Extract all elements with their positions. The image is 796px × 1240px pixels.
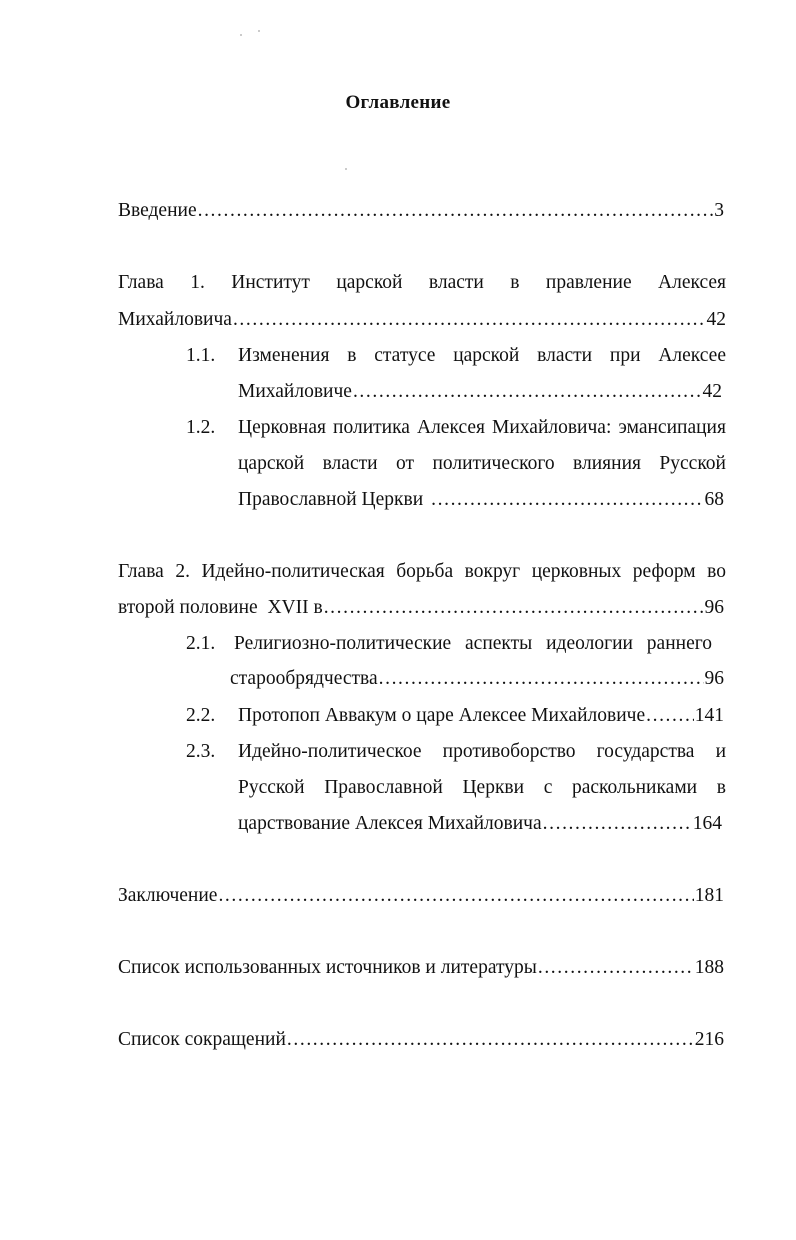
leader-dots [379,667,704,691]
word: царской [336,272,403,293]
word: реформ [632,561,696,582]
word: в [347,345,357,366]
leader-dots [353,380,702,404]
word: в [716,777,726,798]
toc-section-2-3-line-2[interactable] [238,776,726,800]
leader-dots [218,884,693,908]
toc-section-1-1-line-1[interactable] [238,344,726,368]
word: власти [428,272,484,293]
leader-dots [324,596,704,620]
word: Алексея [416,417,485,438]
toc-entry-label: Михайловиче [238,381,352,402]
word: 1. [190,272,205,293]
word: от [396,453,415,474]
toc-entry-label: Заключение [118,885,218,906]
leader-dots [431,488,703,512]
word: Изменения [238,345,330,366]
page-title: Оглавление [345,92,451,113]
toc-section-1-2-line-2[interactable] [238,452,726,476]
word: Глава [118,272,164,293]
toc-page-number: 3 [714,200,724,221]
toc-section-2-1-line-1[interactable] [234,632,712,656]
word: Алексея [658,272,726,293]
leader-dots [646,704,694,728]
toc-page-number: 68 [704,489,724,510]
toc-entry-label: Михайловича [118,309,232,330]
word: Глава [118,561,164,582]
toc-page-number: 96 [704,597,724,618]
section-number: 1.2. [186,417,216,438]
word: власти [537,345,593,366]
toc-page-number: 164 [692,813,722,834]
word: противоборство [442,741,576,762]
toc-entry-label: царствование Алексея Михайловича [238,813,542,834]
toc-page-number: 181 [694,885,724,906]
toc-chapter-1-line-1[interactable] [118,271,726,295]
toc-entry-introduction[interactable] [118,199,724,223]
word: Русской [238,777,305,798]
section-number: 2.1. [186,633,216,654]
section-number: 1.1. [186,345,216,366]
word: статусе [374,345,436,366]
toc-entry-label: Православной Церкви [238,489,424,510]
word: аспекты [465,633,533,654]
toc-section-1-2-line-3[interactable] [238,488,724,512]
scan-speck [258,30,260,32]
toc-entry-label: Протопоп Аввакум о царе Алексее Михайловиче [238,705,646,726]
toc-section-1-2-line-1[interactable] [238,416,726,440]
toc-section-1-1-line-2[interactable] [238,380,722,404]
toc-entry-label: старообрядчества [230,668,378,689]
toc-section-2-3-line-3[interactable] [238,812,722,836]
toc-entry-label: второй половине XVII в [118,597,323,618]
toc-entry-label: Введение [118,200,197,221]
word: вокруг [464,561,521,582]
scan-speck [240,34,242,36]
toc-section-2-2[interactable] [238,704,724,728]
toc-page-number: 188 [694,957,724,978]
word: Михайловича: [492,417,612,438]
leader-dots [287,1028,694,1052]
toc-page-number: 141 [694,705,724,726]
word: при [609,345,641,366]
toc-chapter-2-line-2[interactable] [118,596,724,620]
word: Алексее [658,345,726,366]
word: царской [453,345,520,366]
word: церковных [531,561,622,582]
word: Церкви [462,777,525,798]
word: политического [432,453,555,474]
toc-page-number: 42 [706,309,726,330]
word: борьба [396,561,454,582]
toc-entry-abbreviations[interactable] [118,1028,724,1052]
word: идеологии [546,633,633,654]
word: раннего [646,633,712,654]
word: с [543,777,553,798]
section-number: 2.3. [186,741,216,762]
word: Религиозно-политические [234,633,452,654]
word: Институт [231,272,310,293]
toc-chapter-1-line-2[interactable] [118,308,726,332]
word: во [707,561,726,582]
leader-dots [543,812,692,836]
toc-page-number: 216 [694,1029,724,1050]
toc-page-number: 42 [702,381,722,402]
toc-page-number: 96 [704,668,724,689]
toc-entry-label: Список использованных источников и литературы [118,957,537,978]
word: Церковная [238,417,326,438]
leader-dots [538,956,694,980]
leader-dots [233,308,706,332]
word: правление [545,272,632,293]
toc-entry-sources[interactable] [118,956,724,980]
toc-chapter-2-line-1[interactable] [118,560,726,584]
section-number: 2.2. [186,705,216,726]
word: государства [596,741,695,762]
word: и [715,741,726,762]
scan-speck [345,168,347,170]
toc-section-2-1-line-2[interactable] [230,667,724,691]
toc-entry-label: Список сокращений [118,1029,286,1050]
word: в [510,272,520,293]
toc-section-2-3-line-1[interactable] [238,740,726,764]
word: власти [322,453,378,474]
word: политика [333,417,410,438]
word: Русской [659,453,726,474]
word: раскольниками [571,777,698,798]
word: Идейно-политическое [238,741,422,762]
word: 2. [175,561,190,582]
word: Православной [324,777,443,798]
word: влияния [573,453,641,474]
word: царской [238,453,305,474]
toc-entry-conclusion[interactable] [118,884,724,908]
leader-dots [198,199,714,223]
word: Идейно-политическая [201,561,385,582]
word: эмансипация [618,417,726,438]
